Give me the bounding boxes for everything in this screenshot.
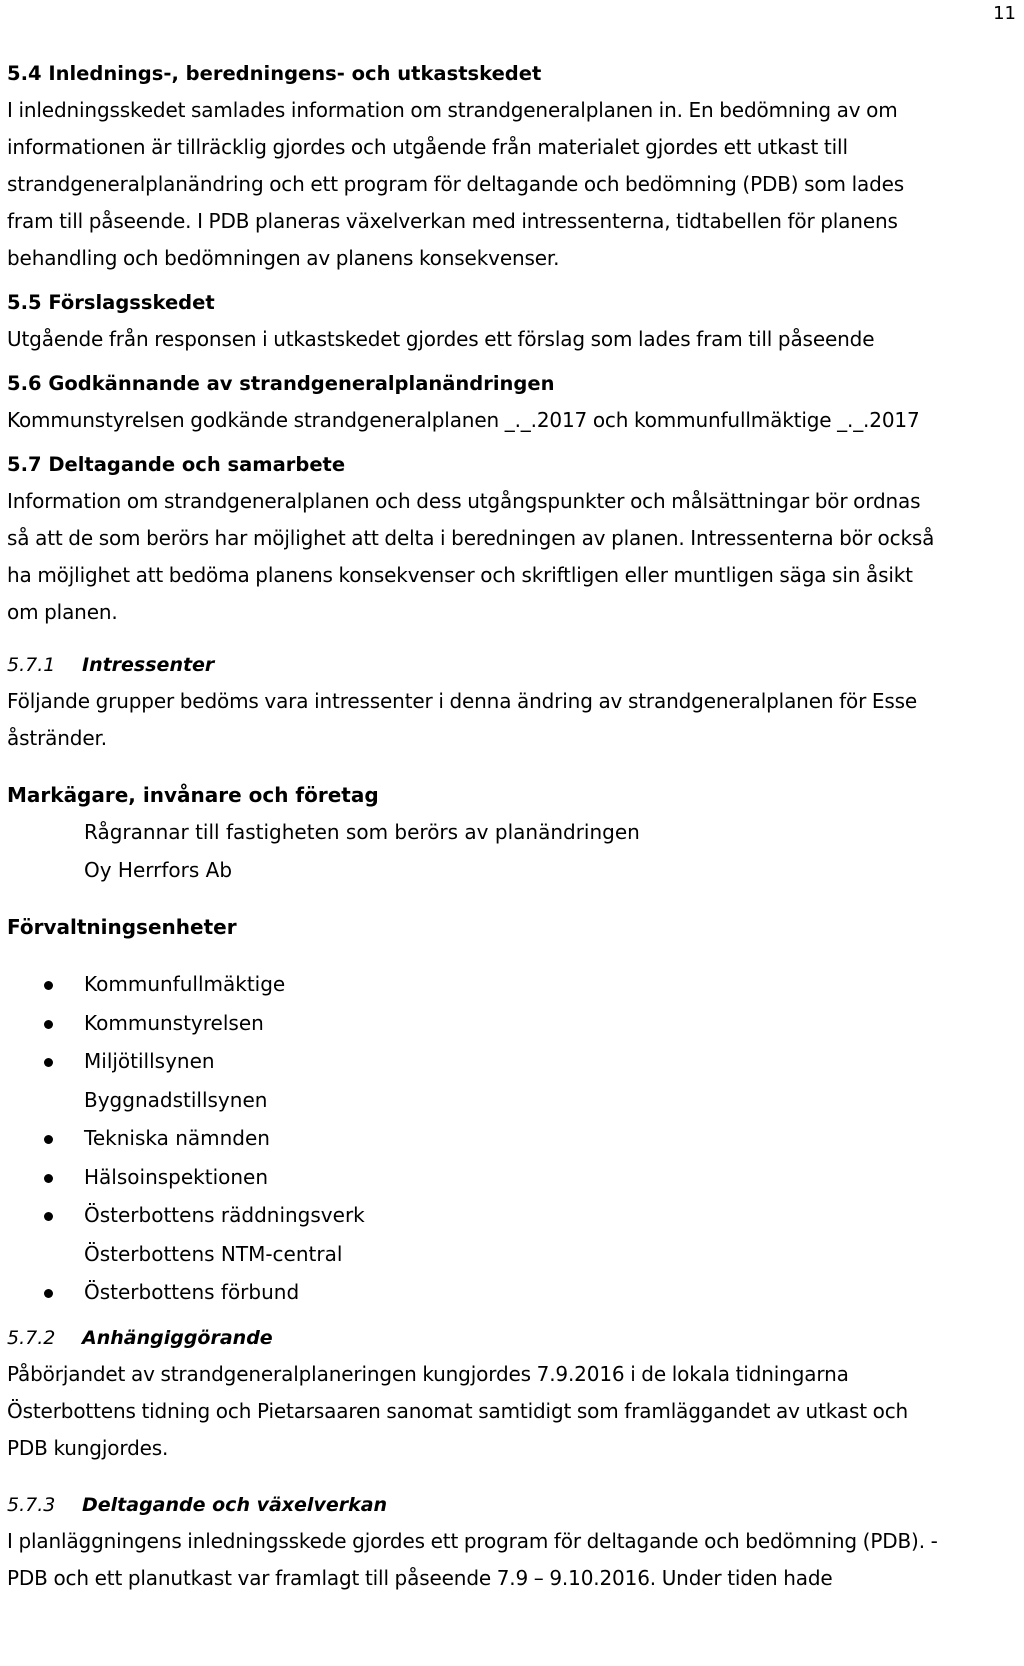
- section-5-7-3-heading: [7, 1487, 1015, 1523]
- section-5-5-body: [7, 321, 1015, 358]
- paragraph-line: ha möjlighet att bedöma planens konsekvenser och skriftligen eller muntligen säga sin åsikt: [7, 563, 913, 587]
- landowners-list: [7, 813, 1015, 889]
- section-title: Anhängiggörande: [82, 1326, 273, 1349]
- page-content: [7, 56, 1015, 1597]
- section-5-4-heading: 5.4 Inlednings-, beredningens- och utkastskedet: [7, 62, 542, 85]
- section-5-7-1-heading: [7, 647, 1015, 683]
- paragraph-line: Utgående från responsen i utkastskedet gjordes ett förslag som lades fram till påseende: [7, 327, 875, 351]
- section-5-4-body: [7, 92, 1015, 277]
- bullet-icon: [44, 1289, 53, 1298]
- paragraph-line: I planläggningens inledningsskede gjordes ett program för deltagande och bedömning (PDB). -: [7, 1528, 938, 1553]
- paragraph-line: PDB och ett planutkast var framlagt till påseende 7.9 – 9.10.2016. Under tiden hade: [7, 1565, 833, 1590]
- paragraph-line: Påbörjandet av strandgeneralplaneringen kungjordes 7.9.2016 i de lokala tidningarna: [7, 1361, 849, 1386]
- section-5-7-3-body: [7, 1523, 1015, 1597]
- landowners-heading: Markägare, invånare och företag: [7, 783, 379, 807]
- paragraph-line: så att de som berörs har möjlighet att delta i beredningen av planen. Intressenterna bör också: [7, 526, 935, 550]
- paragraph-line: Följande grupper bedöms vara intressenter i denna ändring av strandgeneralplanen för Esse: [7, 689, 918, 713]
- section-title: Intressenter: [82, 654, 215, 676]
- paragraph-line: I inledningsskedet samlades information om strandgeneralplanen in. En bedömning av om: [7, 98, 898, 122]
- section-number: 5.7.2: [7, 1326, 56, 1349]
- section-5-7-heading: 5.7 Deltagande och samarbete: [7, 453, 346, 476]
- section-5-6-heading: 5.6 Godkännande av strandgeneralplanändringen: [7, 372, 555, 395]
- section-5-7-2-body: [7, 1356, 1015, 1467]
- paragraph-line: behandling och bedömningen av planens konsekvenser.: [7, 246, 560, 270]
- paragraph-line: strandgeneralplanändring och ett program för deltagande och bedömning (PDB) som lades: [7, 172, 905, 196]
- list-item: Tekniska nämnden: [7, 1119, 1015, 1158]
- paragraph-line: PDB kungjordes.: [7, 1435, 169, 1460]
- paragraph-line: informationen är tillräcklig gjordes och utgående från materialet gjordes ett utkast till: [7, 135, 848, 159]
- list-item: Österbottens förbund: [7, 1273, 1015, 1312]
- paragraph-line: fram till påseende. I PDB planeras växelverkan med intressenterna, tidtabellen för planens: [7, 209, 898, 233]
- list-item: Kommunfullmäktige: [7, 965, 1015, 1004]
- section-number: 5.7.1: [7, 654, 56, 676]
- authorities-list: [7, 965, 1015, 1312]
- paragraph-line: Kommunstyrelsen godkände strandgeneralplanen _._.2017 och kommunfullmäktige _._.2017: [7, 408, 920, 432]
- bullet-icon: [44, 1135, 53, 1144]
- list-item: Österbottens räddningsverk: [7, 1196, 1015, 1235]
- authorities-heading: Förvaltningsenheter: [7, 915, 237, 939]
- paragraph-line: Österbottens tidning och Pietarsaaren sanomat samtidigt som framläggandet av utkast och: [7, 1398, 909, 1423]
- page-number: 11: [993, 3, 1016, 24]
- list-item: Hälsoinspektionen: [7, 1158, 1015, 1197]
- section-5-7-2-heading: [7, 1320, 1015, 1356]
- bullet-icon: [44, 1174, 53, 1183]
- section-5-7-1-body: [7, 683, 1015, 757]
- bullet-icon: [44, 1212, 53, 1221]
- paragraph-line: Information om strandgeneralplanen och dess utgångspunkter och målsättningar bör ordnas: [7, 489, 921, 513]
- section-5-7-body: [7, 483, 1015, 631]
- list-item: Rågrannar till fastigheten som berörs av planändringen: [84, 820, 640, 844]
- list-item: Miljötillsynen: [7, 1042, 1015, 1081]
- section-title: Deltagande och växelverkan: [82, 1493, 388, 1516]
- section-5-6-body: [7, 402, 1015, 439]
- paragraph-line: åstränder.: [7, 726, 107, 750]
- bullet-icon: [44, 1058, 53, 1067]
- section-5-5-heading: 5.5 Förslagsskedet: [7, 291, 215, 314]
- list-item: Oy Herrfors Ab: [84, 858, 233, 882]
- bullet-icon: [44, 981, 53, 990]
- section-number: 5.7.3: [7, 1493, 56, 1516]
- list-item: Österbottens NTM-central: [84, 1241, 343, 1266]
- list-item: Byggnadstillsynen: [84, 1087, 268, 1112]
- bullet-icon: [44, 1020, 53, 1029]
- paragraph-line: om planen.: [7, 600, 118, 624]
- list-item: Kommunstyrelsen: [7, 1004, 1015, 1043]
